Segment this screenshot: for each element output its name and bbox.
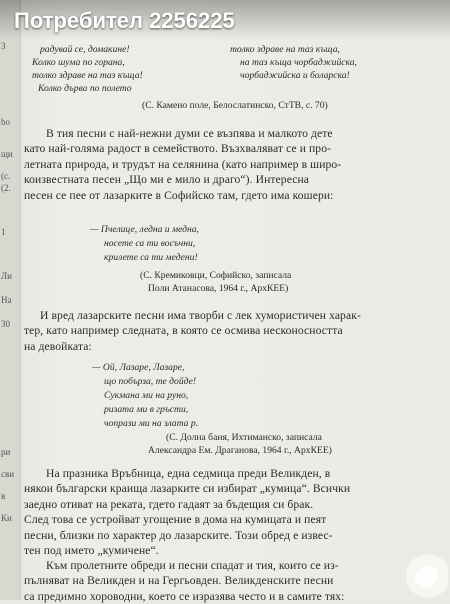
text-line: песен се пее от лазарките в Софийско там, гдето има кошери: [24,188,334,202]
edge-text: 30 [1,319,10,329]
edge-text: (2. [1,183,11,193]
verse-line: чорбаджийска и боларска! [240,70,350,81]
verse-line: Колко шума по горана, [32,57,125,68]
edge-text: bo [1,117,10,127]
verse-line: Сукмана ми на руно, [104,390,189,401]
edge-text: pи [1,447,11,457]
text-line: са предимно хороводни, което се изразява често и в самите тях: [24,589,345,603]
verse-line: Колко дърва по полето [38,83,132,94]
text-line: пълняват на Великден и на Гергьовден. Великденските песни [24,574,334,588]
paragraph [24,308,428,354]
text-line: коизвестната песен „Що ми е мило и драго“). Интересна [24,173,310,187]
verse-line: толко здраве на таз къща! [32,70,143,81]
verse-line: ризата ми в гръсти, [104,404,189,415]
edge-text: (с. [1,171,11,181]
text-line: летната природа, и трудът на селянина (като например в широ- [24,157,342,171]
text-line: като най-голяма радост в семейството. Възхваляват се и про- [24,142,332,156]
text-line: песни, близки по характер до лазарските. Този обред е извес- [24,528,333,542]
verse-line: що побърза, те дойде! [104,376,197,387]
paragraph [24,558,428,604]
citation: (С. Кремиковци, Софийско, записала [140,270,292,281]
citation: Александра Ем. Драганова, 1964 г., АрхКЕЕ) [148,445,332,456]
edge-text: На [1,295,12,305]
text-line: на девойката: [24,339,92,353]
edge-text: щи [1,149,13,159]
seller-username[interactable]: Потребител 2256225 [14,8,235,33]
edge-text: в [1,491,6,501]
adjacent-page-edge [0,0,21,600]
edge-text: сви [1,469,15,479]
edge-text: 3 [1,41,6,51]
text-line: След това се устройват угощение в дома на кумицата и пеят [24,513,327,527]
verse-line: — Пчелице, ледна и медна, [90,224,199,235]
verse-line: крилете са ти медени! [104,252,198,263]
text-line: тен под името „кумичене“. [24,544,159,558]
edge-text: 1 [1,227,6,237]
text-line: някои български краища лазарките си избират „кумица“. Всички [24,482,351,496]
text-line: Към пролетните обреди и песни спадат и тия, които се из- [46,559,339,572]
text-line: В тия песни с най-нежни думи се възпява и малкото дете [46,127,333,140]
paragraph [24,126,428,203]
verse-line: — Ой, Лазаре, Лазаре, [92,362,185,373]
bazar-logo-icon [384,540,448,600]
edge-text: Ли [1,271,12,281]
citation: (С. Камено поле, Белослатинско, СтТВ, с. 70) [142,100,328,111]
citation: (С. Долна баня, Ихтиманско, записала [166,432,322,443]
verse-line: радувай се, домакине! [40,44,130,55]
paragraph [24,466,428,558]
edge-text: Ки [1,513,12,523]
verse-line: носете са ти восъчни, [104,238,196,249]
verse-line: чопрази ми на злата р. [104,418,199,429]
verse-line: толко здраве на таз къща, [230,44,340,55]
text-line: тер, като например следната, в която се осмива несконосността [24,324,343,338]
text-line: И вред лазарските песни има творби с лек хумористичен харак- [40,309,361,322]
citation: Поли Атанасова, 1964 г., АрхКЕЕ) [148,283,289,294]
text-line: На празника Връбница, една седмица преди Великден, в [46,467,331,480]
verse-line: на таз къща чорбаджийска, [240,57,357,68]
seller-banner [0,0,450,40]
text-line: заедно отиват на реката, гдето гадаят за бъдещия си брак. [24,497,314,511]
